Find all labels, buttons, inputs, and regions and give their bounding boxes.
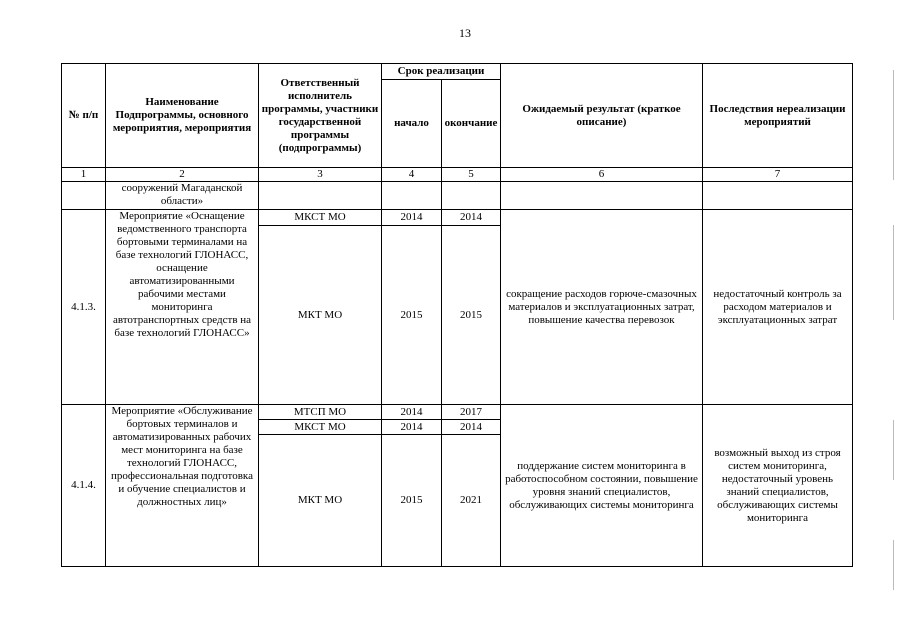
row-number: 4.1.4.	[62, 405, 106, 567]
header-num: № п/п	[62, 64, 106, 168]
program-table	[61, 63, 853, 567]
row-number: 4.1.3.	[62, 210, 106, 405]
page-number: 13	[459, 26, 471, 40]
column-number: 5	[442, 168, 501, 182]
continuation-name: сооружений Магаданской области»	[106, 182, 259, 210]
executor-cell: МКТ МО	[259, 226, 382, 405]
header-period: Срок реализации	[382, 64, 501, 80]
header-name: Наименование Подпрограммы, основного мероприятия, мероприятия	[106, 64, 259, 168]
column-number: 1	[62, 168, 106, 182]
expected-result: сокращение расходов горюче-смазочных материалов и эксплуатационных затрат, повышение качества перевозок	[501, 210, 703, 405]
end-year: 2014	[442, 210, 501, 226]
consequences: недостаточный контроль за расходом материалов и эксплуатационных затрат	[703, 210, 853, 405]
end-year: 2014	[442, 420, 501, 435]
column-number-row	[62, 168, 853, 182]
header-result: Ожидаемый результат (краткое описание)	[501, 64, 703, 168]
start-year: 2014	[382, 210, 442, 226]
end-year: 2021	[442, 435, 501, 567]
column-number: 4	[382, 168, 442, 182]
header-start: начало	[382, 80, 442, 168]
table-row	[62, 405, 853, 420]
scan-edge-line	[893, 540, 894, 590]
header-consequences: Последствия нереализации мероприятий	[703, 64, 853, 168]
column-number: 2	[106, 168, 259, 182]
start-year: 2015	[382, 226, 442, 405]
header-executor: Ответственный исполнитель программы, участники государственной программы (подпрограммы)	[259, 64, 382, 168]
start-year: 2014	[382, 405, 442, 420]
measure-name: Мероприятие «Оснащение ведомственного транспорта бортовыми терминалами на базе технологий ГЛОНАСС, оснащение автоматизированными рабочими местами мониторинга автотранспортных средств на базе технологий ГЛОНАСС»	[106, 210, 259, 405]
continuation-row	[62, 182, 853, 210]
scan-edge-line	[893, 70, 894, 180]
consequences: возможный выход из строя систем мониторинга, недостаточный уровень знаний специалистов, обслуживающих системы мониторинга	[703, 405, 853, 567]
end-year: 2015	[442, 226, 501, 405]
header-end: окончание	[442, 80, 501, 168]
measure-name: Мероприятие «Обслуживание бортовых терминалов и автоматизированных рабочих мест мониторинга на базе технологий ГЛОНАСС, профессиональная подготовка и обучение специалистов и должностных лиц»	[106, 405, 259, 567]
column-number: 3	[259, 168, 382, 182]
column-number: 6	[501, 168, 703, 182]
executor-cell: МКСТ МО	[259, 210, 382, 226]
start-year: 2015	[382, 435, 442, 567]
executor-cell: МКТ МО	[259, 435, 382, 567]
executor-cell: МТСП МО	[259, 405, 382, 420]
scan-edge-line	[893, 420, 894, 480]
table-row	[62, 210, 853, 226]
column-number: 7	[703, 168, 853, 182]
start-year: 2014	[382, 420, 442, 435]
end-year: 2017	[442, 405, 501, 420]
executor-cell: МКСТ МО	[259, 420, 382, 435]
expected-result: поддержание систем мониторинга в работоспособном состоянии, повышение уровня знаний специалистов, обслуживающих системы мониторинга	[501, 405, 703, 567]
scan-edge-line	[893, 225, 894, 320]
